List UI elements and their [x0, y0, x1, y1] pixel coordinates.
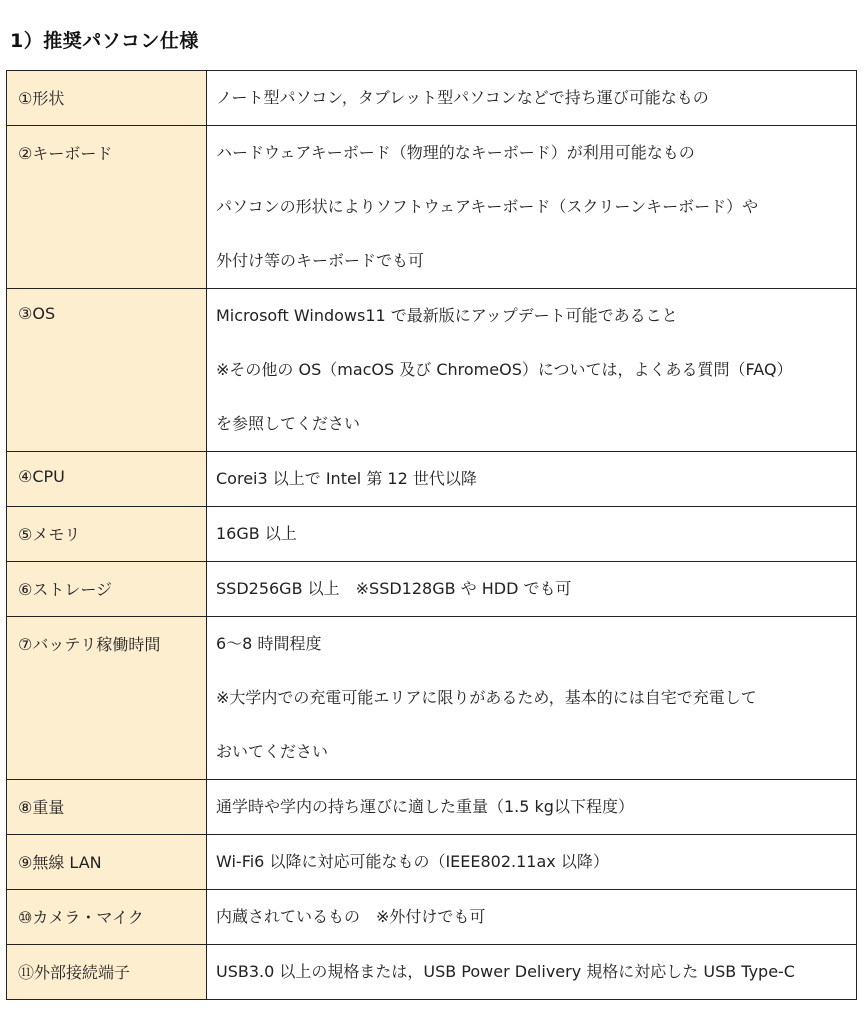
spec-value [207, 780, 857, 835]
spec-value-line: 通学時や学内の持ち運びに適した重量（1.5 kg以下程度） [216, 797, 634, 816]
spec-value-line: ノート型パソコン，タブレット型パソコンなどで持ち運び可能なもの [216, 88, 709, 107]
spec-row-wireless-lan [7, 835, 857, 890]
spec-value [207, 562, 857, 617]
section-heading: 1）推奨パソコン仕様 [10, 30, 199, 52]
spec-label: ④CPU [7, 452, 207, 507]
spec-value [207, 452, 857, 507]
spec-value-line: Wi-Fi6 以降に対応可能なもの（IEEE802.11ax 以降） [216, 852, 609, 871]
spec-value [207, 617, 857, 780]
spec-label: ⑤メモリ [7, 507, 207, 562]
spec-value-line: ハードウェアキーボード（物理的なキーボード）が利用可能なもの [216, 143, 695, 162]
spec-value-line: ※大学内での充電可能エリアに限りがあるため，基本的には自宅で充電して [216, 688, 757, 707]
spec-label: ⑩カメラ・マイク [7, 890, 207, 945]
spec-label: ⑪外部接続端子 [7, 945, 207, 1000]
spec-value [207, 507, 857, 562]
spec-row-cpu [7, 452, 857, 507]
spec-value [207, 71, 857, 126]
spec-value-line: おいてください [216, 742, 329, 761]
spec-row-weight [7, 780, 857, 835]
spec-value-line: パソコンの形状によりソフトウェアキーボード（スクリーンキーボード）や [216, 197, 759, 216]
spec-value-line: ※その他の OS（macOS 及び ChromeOS）については，よくある質問（FAQ） [216, 360, 793, 379]
spec-value-line: USB3.0 以上の規格または，USB Power Delivery 規格に対応した USB Type-C [216, 962, 795, 981]
spec-row-external-ports [7, 945, 857, 1000]
spec-value [207, 945, 857, 1000]
spec-row-keyboard [7, 126, 857, 289]
spec-value-line: 6～8 時間程度 [216, 634, 322, 653]
spec-label: ⑦バッテリ稼働時間 [7, 617, 207, 780]
spec-value-line: 内蔵されているもの ※外付けでも可 [216, 907, 486, 926]
spec-row-os [7, 289, 857, 452]
spec-label: ⑨無線 LAN [7, 835, 207, 890]
spec-row-storage [7, 562, 857, 617]
spec-label: ①形状 [7, 71, 207, 126]
spec-row-memory [7, 507, 857, 562]
spec-label: ②キーボード [7, 126, 207, 289]
spec-value [207, 126, 857, 289]
spec-row-camera-mic [7, 890, 857, 945]
spec-row-shape [7, 71, 857, 126]
spec-value-line: Corei3 以上で Intel 第 12 世代以降 [216, 469, 477, 488]
spec-label: ⑥ストレージ [7, 562, 207, 617]
spec-value [207, 835, 857, 890]
spec-value-line: Microsoft Windows11 で最新版にアップデート可能であること [216, 306, 678, 325]
spec-value-line: 外付け等のキーボードでも可 [216, 251, 425, 270]
spec-value-line: 16GB 以上 [216, 524, 297, 543]
spec-row-battery [7, 617, 857, 780]
spec-value-line: を参照してください [216, 414, 361, 433]
spec-label: ③OS [7, 289, 207, 452]
spec-value-line: SSD256GB 以上 ※SSD128GB や HDD でも可 [216, 579, 572, 598]
spec-label: ⑧重量 [7, 780, 207, 835]
spec-table [6, 70, 857, 1000]
spec-value [207, 890, 857, 945]
spec-value [207, 289, 857, 452]
